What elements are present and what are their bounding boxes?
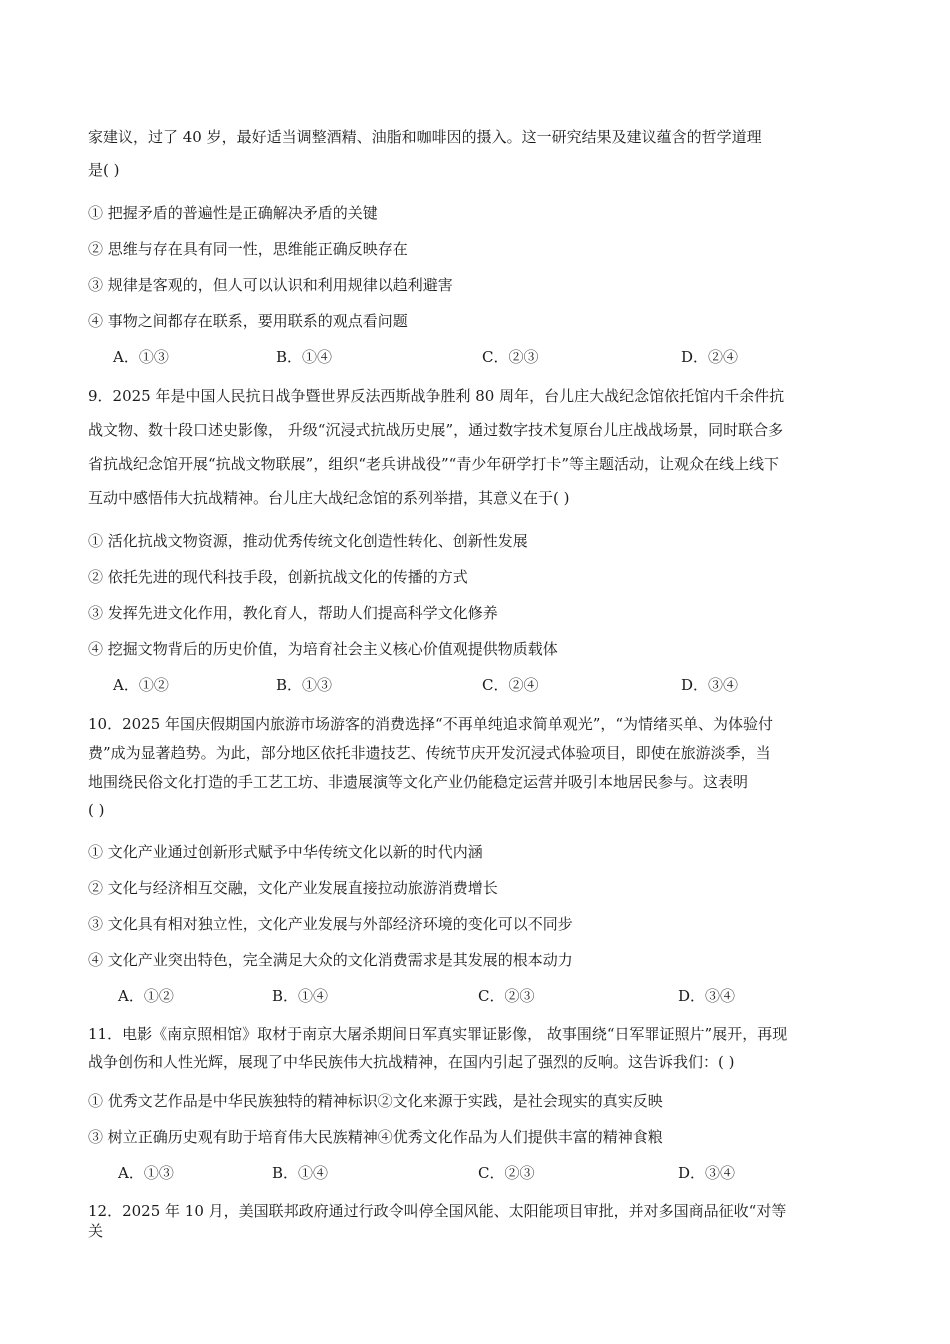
q8-item-3: ③ 规律是客观的，但人可以认识和利用规律以趋利避害: [88, 276, 453, 294]
q9-options: [88, 675, 868, 695]
q11-option-a[interactable]: A．①③: [118, 1164, 174, 1182]
q8-option-c[interactable]: C．②③: [482, 348, 539, 366]
q11-option-c[interactable]: C．②③: [478, 1164, 535, 1182]
q11-option-b[interactable]: B．①④: [272, 1164, 329, 1182]
q11-options: [88, 1163, 868, 1183]
q10-stem-line-2: 费”成为显著趋势。为此，部分地区依托非遗技艺、传统节庆开发沉浸式体验项目，即使在旅游淡季，当: [88, 744, 771, 762]
q9-item-1: ① 活化抗战文物资源，推动优秀传统文化创造性转化、创新性发展: [88, 532, 528, 550]
q10-options: [88, 986, 868, 1006]
q8-option-a[interactable]: A．①③: [113, 348, 169, 366]
q10-item-2: ② 文化与经济相互交融，文化产业发展直接拉动旅游消费增长: [88, 879, 498, 897]
q8-item-2: ② 思维与存在具有同一性，思维能正确反映存在: [88, 240, 408, 258]
q8-option-b[interactable]: B．①④: [276, 348, 333, 366]
q10-item-1: ① 文化产业通过创新形式赋予中华传统文化以新的时代内涵: [88, 843, 483, 861]
q10-stem-line-1: 10．2025 年国庆假期国内旅游市场游客的消费选择“不再单纯追求简单观光”，“为情绪买单、为体验付: [88, 715, 774, 733]
q12-stem-line-1: 12．2025 年 10 月，美国联邦政府通过行政令叫停全国风能、太阳能项目审批，并对多国商品征收“对等: [88, 1202, 787, 1220]
q8-item-4: ④ 事物之间都存在联系，要用联系的观点看问题: [88, 312, 408, 330]
q10-stem-line-3: 地围绕民俗文化打造的手工艺工坊、非遗展演等文化产业仍能稳定运营并吸引本地居民参与。这表明: [88, 773, 749, 791]
q9-item-2: ② 依托先进的现代科技手段，创新抗战文化的传播的方式: [88, 568, 468, 586]
q10-item-4: ④ 文化产业突出特色，完全满足大众的文化消费需求是其发展的根本动力: [88, 951, 573, 969]
q12-stem-line-2: 关: [88, 1222, 104, 1240]
q9-stem-line-3: 省抗战纪念馆开展“抗战文物联展”，组织“老兵讲战役”“青少年研学打卡”等主题活动，让观众在线上线下: [88, 455, 780, 473]
q11-item-2: ③ 树立正确历史观有助于培育伟大民族精神④优秀文化作品为人们提供丰富的精神食粮: [88, 1128, 663, 1146]
q9-item-4: ④ 挖掘文物背后的历史价值，为培育社会主义核心价值观提供物质载体: [88, 640, 558, 658]
q10-option-a[interactable]: A．①②: [118, 987, 174, 1005]
q9-stem-line-2: 战文物、数十段口述史影像， 升级“沉浸式抗战历史展”，通过数字技术复原台儿庄战战场景，同时联合多: [88, 421, 784, 439]
q11-stem-line-2: 战争创伤和人性光辉，展现了中华民族伟大抗战精神，在国内引起了强烈的反响。这告诉我们：( ): [88, 1053, 735, 1071]
q11-option-d[interactable]: D．③④: [678, 1164, 736, 1182]
q8-options: [88, 347, 868, 367]
q9-option-d[interactable]: D．③④: [681, 676, 739, 694]
q11-item-1: ① 优秀文艺作品是中华民族独特的精神标识②文化来源于实践，是社会现实的真实反映: [88, 1092, 663, 1110]
q9-item-3: ③ 发挥先进文化作用，教化育人，帮助人们提高科学文化修养: [88, 604, 498, 622]
q9-option-b[interactable]: B．①③: [276, 676, 333, 694]
q8-item-1: ① 把握矛盾的普遍性是正确解决矛盾的关键: [88, 204, 378, 222]
q10-option-b[interactable]: B．①④: [272, 987, 329, 1005]
q8-option-d[interactable]: D．②④: [681, 348, 739, 366]
q10-stem-line-4: ( ): [88, 801, 105, 819]
q10-item-3: ③ 文化具有相对独立性，文化产业发展与外部经济环境的变化可以不同步: [88, 915, 573, 933]
q10-option-c[interactable]: C．②③: [478, 987, 535, 1005]
q11-stem-line-1: 11．电影《南京照相馆》取材于南京大屠杀期间日军真实罪证影像， 故事围绕“日军罪证照片”展开，再现: [88, 1025, 788, 1043]
q8-stem-line-2: 是( ): [88, 161, 120, 179]
q8-stem-line-1: 家建议，过了 40 岁，最好适当调整酒精、油脂和咖啡因的摄入。这一研究结果及建议蕴含的哲学道理: [88, 128, 762, 146]
q9-option-c[interactable]: C．②④: [482, 676, 539, 694]
q9-stem-line-1: 9．2025 年是中国人民抗日战争暨世界反法西斯战争胜利 80 周年，台儿庄大战纪念馆依托馆内千余件抗: [88, 387, 785, 405]
q10-option-d[interactable]: D．③④: [678, 987, 736, 1005]
q9-option-a[interactable]: A．①②: [113, 676, 169, 694]
q9-stem-line-4: 互动中感悟伟大抗战精神。台儿庄大战纪念馆的系列举措，其意义在于( ): [88, 489, 570, 507]
